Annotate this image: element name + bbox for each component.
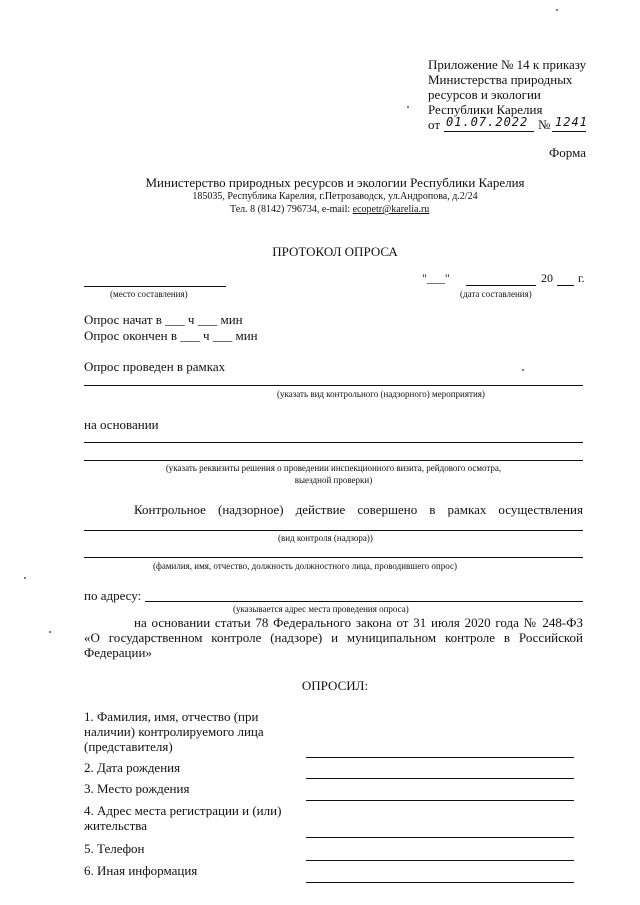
basis-label: на основании: [84, 417, 159, 432]
questioned-item-birthdate: 2. Дата рождения: [84, 760, 181, 775]
address-field[interactable]: [145, 601, 583, 602]
basis-hint-2: выездной проверки): [294, 475, 373, 485]
basis-field-2[interactable]: [84, 460, 583, 461]
appendix-number-prefix: №: [538, 117, 551, 132]
org-name: Министерство природных ресурсов и экологии Республики Карелия: [145, 175, 525, 190]
date-hint: (дата составления): [460, 289, 532, 299]
scan-speck: [522, 369, 524, 371]
org-phone: Тел. 8 (8142) 796734, e-mail:: [230, 204, 351, 215]
form-label: Форма: [549, 145, 586, 160]
questioned-field-phone[interactable]: [306, 860, 574, 861]
framework-hint: (указать вид контрольного (надзорного) мероприятия): [277, 389, 485, 399]
questioned-field-birthdate[interactable]: [306, 778, 574, 779]
questioned-item-phone: 5. Телефон: [84, 841, 145, 856]
official-field[interactable]: [84, 557, 583, 558]
appendix-line-3: ресурсов и экологии: [428, 87, 541, 102]
questioned-item-residence: 4. Адрес места регистрации и (или) жительства: [84, 803, 282, 833]
appendix-date-prefix: от: [428, 117, 441, 132]
law-line-2: «О государственном контроле (надзоре) и муниципальном контроле в Российской: [84, 630, 583, 645]
date-day-field[interactable]: "___": [422, 271, 450, 285]
appendix-line-1: Приложение № 14 к приказу: [428, 57, 587, 72]
law-line-3: Федерации»: [84, 645, 152, 660]
official-hint: (фамилия, имя, отчество, должность должностного лица, проводившего опрос): [153, 561, 457, 571]
place-field[interactable]: [84, 286, 226, 287]
scan-speck: [49, 631, 51, 633]
time-started: Опрос начат в ___ ч ___ мин: [84, 312, 243, 327]
law-line-1: на основании статьи 78 Федерального закона от 31 июля 2020 года № 248-ФЗ: [134, 615, 583, 630]
appendix-number-underline: [552, 131, 586, 132]
scan-speck: [407, 106, 409, 108]
scan-speck: [24, 577, 26, 579]
page-title: ПРОТОКОЛ ОПРОСА: [272, 244, 398, 259]
questioned-field-residence[interactable]: [306, 837, 574, 838]
org-contacts: [230, 204, 429, 215]
control-field[interactable]: [84, 530, 583, 531]
scan-speck: [556, 9, 558, 11]
framework-field[interactable]: [84, 385, 583, 386]
org-address: 185035, Республика Карелия, г.Петрозаводск, ул.Андропова, д.2/24: [192, 191, 478, 202]
questioned-field-birthplace[interactable]: [306, 800, 574, 801]
appendix-line-2: Министерства природных: [428, 72, 573, 87]
date-year-field[interactable]: [557, 285, 574, 286]
appendix-line-4: Республики Карелия: [428, 102, 543, 117]
org-email-link[interactable]: ecopetr@karelia.ru: [352, 204, 430, 215]
time-ended: Опрос окончен в ___ ч ___ мин: [84, 328, 258, 343]
date-year-prefix: 20: [541, 271, 553, 285]
questioned-item-other: 6. Иная информация: [84, 863, 198, 878]
basis-field-1[interactable]: [84, 442, 583, 443]
control-hint: (вид контроля (надзора)): [278, 533, 373, 543]
date-month-field[interactable]: [466, 285, 536, 286]
appendix-date-underline: [444, 131, 534, 132]
appendix-date-value: 01.07.2022: [446, 115, 529, 129]
address-hint: (указывается адрес места проведения опроса): [233, 604, 409, 614]
framework-label: Опрос проведен в рамках: [84, 359, 226, 374]
appendix-number-value: 1241: [555, 115, 588, 129]
questioned-field-other[interactable]: [306, 882, 574, 883]
questioned-item-birthplace: 3. Место рождения: [84, 781, 190, 796]
control-text: Контрольное (надзорное) действие совершено в рамках осуществления: [134, 502, 583, 517]
questioned-field-name[interactable]: [306, 757, 574, 758]
place-hint: (место составления): [110, 289, 188, 299]
basis-hint-1: (указать реквизиты решения о проведении инспекционного визита, рейдового осмотра,: [165, 463, 502, 473]
date-year-suffix: г.: [578, 271, 585, 285]
questioned-heading: ОПРОСИЛ:: [301, 678, 369, 693]
address-label: по адресу:: [84, 588, 142, 603]
questioned-item-name: 1. Фамилия, имя, отчество (при наличии) контролируемого лица (представителя): [84, 709, 264, 754]
